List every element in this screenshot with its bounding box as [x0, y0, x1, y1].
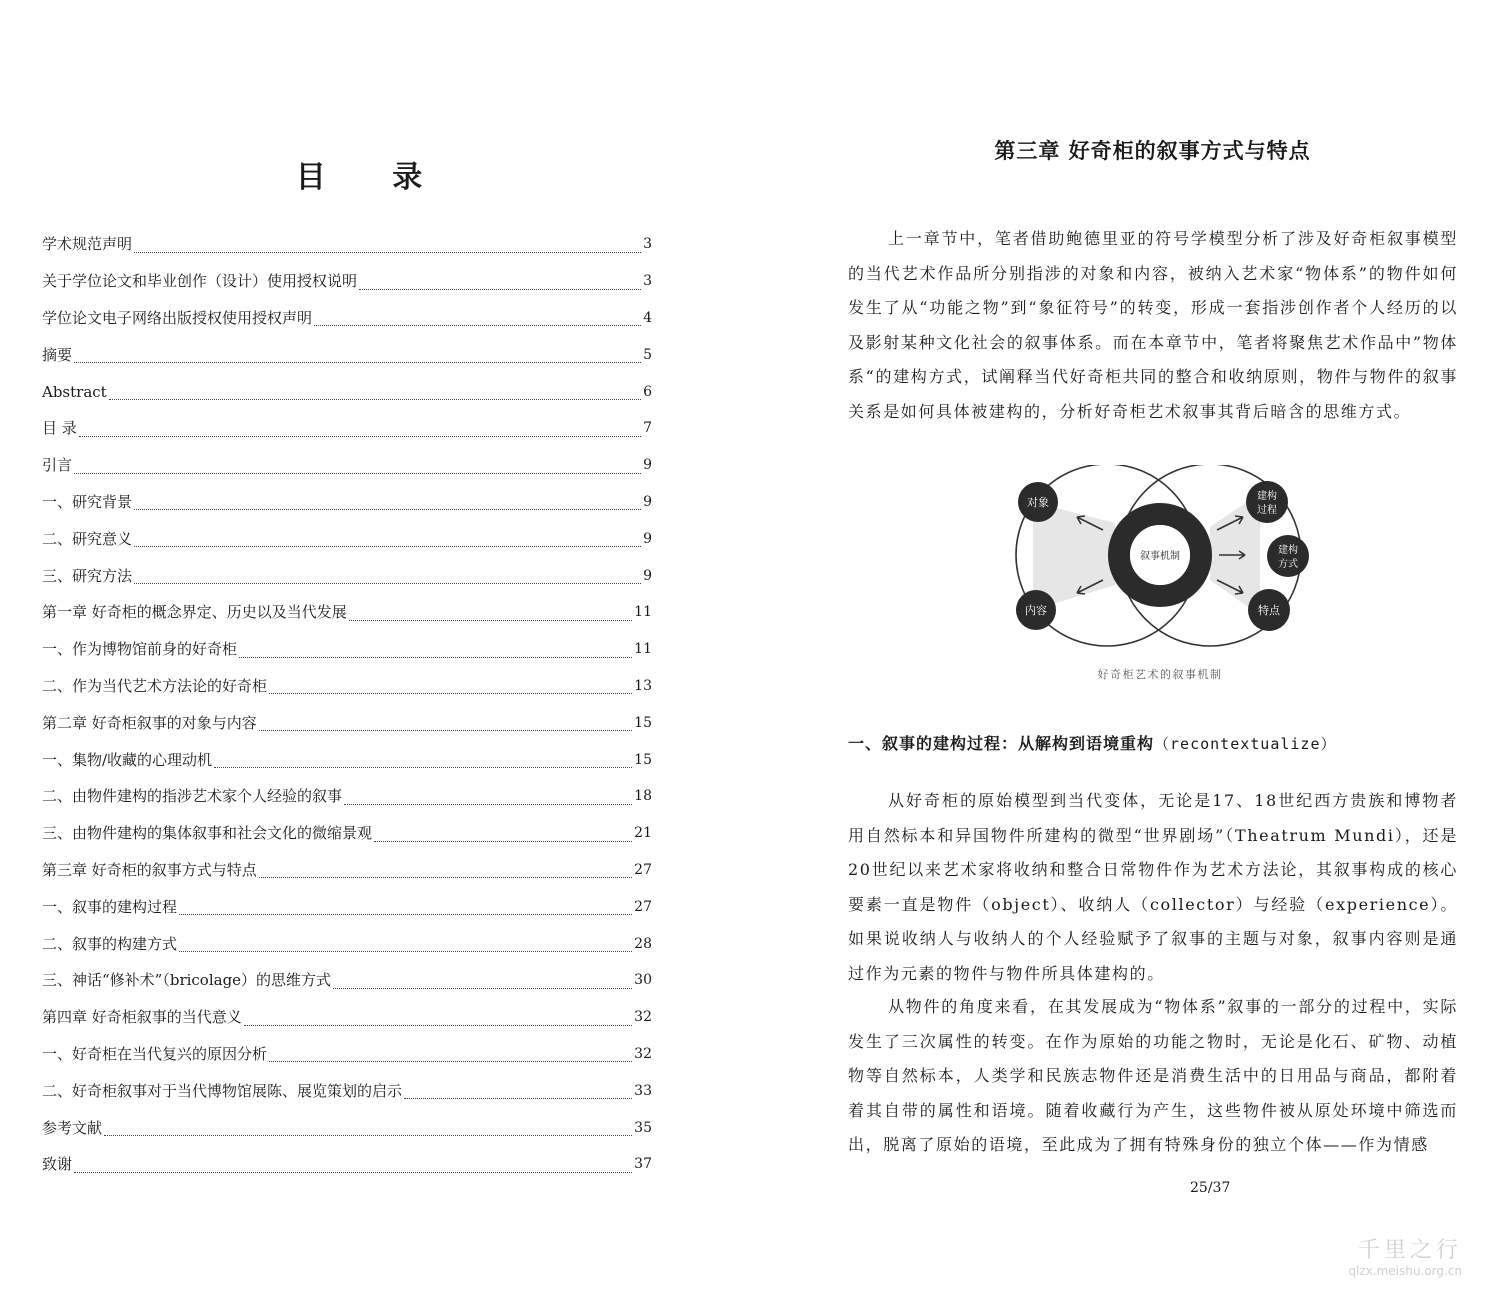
toc-entry-page: 6	[643, 383, 652, 400]
toc-entry[interactable]	[42, 484, 652, 521]
toc-leader-dots	[214, 755, 632, 768]
toc-entry[interactable]	[42, 668, 652, 705]
toc-entry-title: 参考文献	[42, 1118, 103, 1137]
toc-entry-title: 致谢	[42, 1155, 73, 1174]
toc-entry-title: 第二章 好奇柜叙事的对象与内容	[42, 713, 257, 732]
node-content-label: 内容	[1025, 604, 1047, 617]
toc-entry[interactable]	[42, 888, 652, 925]
toc-entry-title: 二、作为当代艺术方法论的好奇柜	[42, 676, 268, 695]
toc-entry-page: 9	[643, 493, 652, 510]
node-process	[1246, 481, 1288, 523]
toc-entry-page: 9	[643, 457, 652, 474]
toc-entry-title: 引言	[42, 456, 73, 475]
toc-leader-dots	[259, 865, 632, 878]
toc-entry-title: 摘要	[42, 345, 73, 364]
toc-leader-dots	[134, 497, 641, 510]
toc-entry-title: 二、研究意义	[42, 529, 133, 548]
toc-leader-dots	[314, 313, 641, 326]
toc-entry-page: 27	[634, 861, 652, 878]
toc-leader-dots	[269, 1049, 632, 1062]
toc-entry-page: 7	[643, 420, 652, 437]
watermark-url: qlzx.meishu.org.cn	[1348, 1264, 1462, 1278]
toc-entry-page: 33	[634, 1082, 652, 1099]
toc-entry-page: 15	[634, 714, 652, 731]
toc-leader-dots	[79, 424, 641, 437]
toc-entry-title: 二、叙事的构建方式	[42, 934, 178, 953]
toc-title: 目 录	[295, 160, 451, 195]
toc-leader-dots	[104, 1123, 632, 1136]
section-heading-text: 一、叙事的建构过程：从解构到语境重构	[848, 734, 1155, 753]
toc-entry-title: 第三章 好奇柜的叙事方式与特点	[42, 860, 257, 879]
toc-entry[interactable]	[42, 925, 652, 962]
center-label: 叙事机制	[1140, 551, 1180, 562]
section-heading-latin: （recontextualize）	[1154, 735, 1337, 753]
intro-paragraph: 上一章节中，笔者借助鲍德里亚的符号学模型分析了涉及好奇柜叙事模型的当代艺术作品所分别指涉的对象和内容，被纳入艺术家“物体系”的物件如何发生了从“功能之物”到“象征符号”的转变，形成一套指涉创作者个人经历的以及影射某种文化社会的叙事体系。而在本章节中，笔者将聚焦艺术作品中”物体系“的建构方式，试阐释当代好奇柜共同的整合和收纳原则，物件与物件的叙事关系是如何具体被建构的，分析好奇柜艺术叙事其背后暗含的思维方式。	[848, 229, 1458, 421]
toc-leader-dots	[74, 350, 641, 363]
narrative-mechanism-diagram	[1005, 465, 1315, 665]
toc-entry[interactable]	[42, 594, 652, 631]
toc-entry-page: 18	[634, 788, 652, 805]
toc-entry[interactable]	[42, 1036, 652, 1073]
toc-entry-page: 32	[634, 1009, 652, 1026]
toc-leader-dots	[134, 534, 641, 547]
toc-entry-title: 一、研究背景	[42, 492, 133, 511]
toc-entry-title: 第四章 好奇柜叙事的当代意义	[42, 1008, 242, 1027]
toc-entry-page: 11	[634, 604, 652, 621]
page-number-text: 25/37	[1190, 1180, 1231, 1196]
toc-leader-dots	[179, 902, 632, 915]
toc-entry[interactable]	[42, 815, 652, 852]
toc-entry-title: 一、集物/收藏的心理动机	[42, 750, 213, 769]
toc-leader-dots	[359, 277, 641, 290]
toc-list	[42, 226, 652, 1183]
toc-leader-dots	[134, 240, 641, 253]
toc-entry[interactable]	[42, 962, 652, 999]
toc-entry[interactable]	[42, 336, 652, 373]
toc-entry[interactable]	[42, 447, 652, 484]
toc-leader-dots	[109, 387, 641, 400]
toc-entry[interactable]	[42, 1146, 652, 1183]
toc-entry-title: 目 录	[42, 419, 77, 438]
toc-leader-dots	[344, 792, 632, 805]
toc-entry[interactable]	[42, 263, 652, 300]
body-paragraph-2: 从物件的角度来看，在其发展成为“物体系”叙事的一部分的过程中，实际发生了三次属性的转变。在作为原始的功能之物时，无论是化石、矿物、动植物等自然标本，人类学和民族志物件还是消费生活中的日用品与商品，都附着着其自带的属性和语境。随着收藏行为产生，这些物件被从原处环境中筛选而出，脱离了原始的语境，至此成为了拥有特殊身份的独立个体——作为情感	[848, 997, 1458, 1154]
toc-entry-page: 15	[634, 751, 652, 768]
toc-entry-page: 21	[634, 825, 652, 842]
toc-entry[interactable]	[42, 520, 652, 557]
toc-entry[interactable]	[42, 631, 652, 668]
toc-entry-page: 3	[643, 236, 652, 253]
toc-entry-title: Abstract	[42, 382, 107, 401]
toc-leader-dots	[349, 608, 632, 621]
toc-entry-page: 27	[634, 898, 652, 915]
node-method-line1: 建构	[1278, 545, 1298, 556]
toc-entry[interactable]	[42, 373, 652, 410]
toc-leader-dots	[134, 571, 641, 584]
toc-entry-title: 一、叙事的建构过程	[42, 897, 178, 916]
toc-entry[interactable]	[42, 1109, 652, 1146]
toc-leader-dots	[74, 1160, 632, 1173]
toc-leader-dots	[333, 976, 632, 989]
toc-leader-dots	[269, 681, 632, 694]
toc-entry-page: 9	[643, 530, 652, 547]
body-paragraph-1: 从好奇柜的原始模型到当代变体，无论是17、18世纪西方贵族和博物者用自然标本和异国物件所建构的微型“世界剧场”（Theatrum Mundi），还是20世纪以来艺术家将收纳和整合日常物件作为艺术方法论，其叙事构成的核心要素一直是物件（object）、收纳人（collector）与经验（experience）。如果说收纳人与收纳人的个人经验赋予了叙事的主题与对象，叙事内容则是通过作为元素的物件与物件所具体建构的。	[848, 791, 1458, 983]
toc-entry[interactable]	[42, 226, 652, 263]
chapter-title: 第三章 好奇柜的叙事方式与特点	[994, 139, 1311, 163]
toc-entry-page: 28	[634, 935, 652, 952]
toc-entry-title: 二、好奇柜叙事对于当代博物馆展陈、展览策划的启示	[42, 1081, 403, 1100]
watermark	[1348, 1233, 1462, 1278]
toc-leader-dots	[259, 718, 632, 731]
toc-entry-page: 32	[634, 1045, 652, 1062]
toc-entry-page: 11	[634, 641, 652, 658]
toc-entry-title: 一、作为博物馆前身的好奇柜	[42, 640, 238, 659]
toc-leader-dots	[404, 1086, 632, 1099]
toc-leader-dots	[244, 1013, 632, 1026]
node-object-label: 对象	[1027, 496, 1049, 509]
toc-entry-title: 第一章 好奇柜的概念界定、历史以及当代发展	[42, 603, 347, 622]
toc-entry-title: 三、神话“修补术”（bricolage）的思维方式	[42, 971, 332, 990]
toc-entry-page: 13	[634, 677, 652, 694]
toc-entry-title: 二、由物件建构的指涉艺术家个人经验的叙事	[42, 787, 343, 806]
toc-entry-page: 4	[643, 309, 652, 326]
node-process-line1: 建构	[1257, 491, 1277, 502]
chapter-page	[800, 0, 1500, 1300]
toc-entry[interactable]	[42, 704, 652, 741]
toc-leader-dots	[239, 645, 632, 658]
toc-entry[interactable]	[42, 1072, 652, 1109]
toc-entry[interactable]	[42, 778, 652, 815]
toc-entry-title: 三、由物件建构的集体叙事和社会文化的微缩景观	[42, 824, 373, 843]
node-process-line2: 过程	[1257, 505, 1277, 516]
watermark-logo-text: 千里之行	[1357, 1238, 1462, 1263]
toc-entry-page: 35	[634, 1119, 652, 1136]
toc-entry-title: 学位论文电子网络出版授权使用授权声明	[42, 308, 313, 327]
toc-leader-dots	[374, 829, 632, 842]
toc-entry-page: 9	[643, 567, 652, 584]
toc-entry-title: 关于学位论文和毕业创作（设计）使用授权说明	[42, 272, 358, 291]
toc-entry-title: 三、研究方法	[42, 566, 133, 585]
toc-entry-page: 3	[643, 273, 652, 290]
toc-entry-page: 5	[643, 346, 652, 363]
toc-entry[interactable]	[42, 410, 652, 447]
node-method-line2: 方式	[1278, 559, 1298, 570]
section-heading	[848, 731, 1336, 754]
toc-entry-page: 37	[634, 1156, 652, 1173]
toc-entry-title: 一、好奇柜在当代复兴的原因分析	[42, 1044, 268, 1063]
node-feature-label: 特点	[1258, 604, 1280, 617]
toc-leader-dots	[74, 461, 641, 474]
diagram-caption: 好奇柜艺术的叙事机制	[1097, 668, 1223, 681]
toc-entry-page: 30	[634, 972, 652, 989]
toc-entry[interactable]	[42, 300, 652, 337]
toc-entry[interactable]	[42, 852, 652, 889]
toc-page	[0, 0, 690, 1300]
toc-entry-title: 学术规范声明	[42, 235, 133, 254]
toc-entry[interactable]	[42, 999, 652, 1036]
toc-entry[interactable]	[42, 741, 652, 778]
node-method	[1267, 535, 1309, 577]
toc-entry[interactable]	[42, 557, 652, 594]
toc-leader-dots	[179, 939, 632, 952]
